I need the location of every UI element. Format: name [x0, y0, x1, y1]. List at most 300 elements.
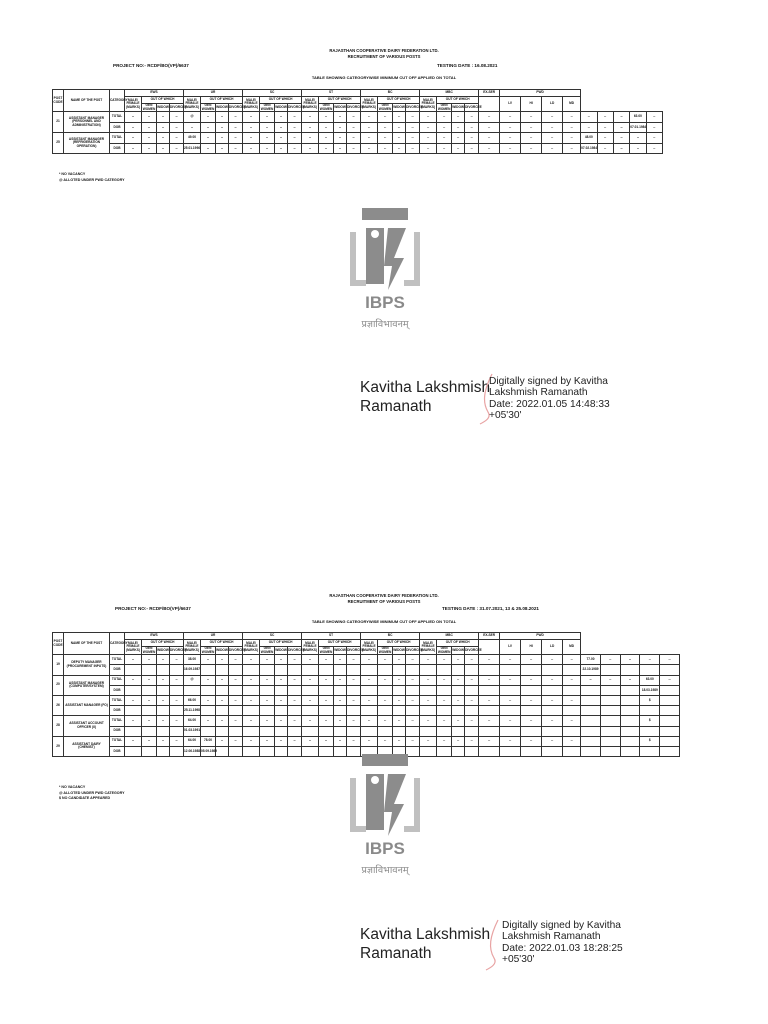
header-row-sub	[53, 97, 663, 104]
col-male-female: MALE/ FEMALE (MARKS)	[184, 97, 201, 112]
cutoff-cell: --	[597, 133, 613, 144]
signer-name: Kavitha Lakshmish Ramanath	[360, 926, 491, 962]
dob-cell	[500, 685, 521, 695]
cutoff-cell: --	[334, 133, 347, 144]
dob-cell	[170, 706, 184, 716]
cutoff-cell: --	[125, 695, 142, 705]
cutoff-cell: --	[243, 112, 260, 123]
dob-cell	[229, 706, 243, 716]
cutoff-cell: --	[479, 112, 500, 123]
col-male-female: MALE/ FEMALE (MARKS)	[243, 97, 260, 112]
doc2-project-no: PROJECT NO:- RCDF/BO(VP)/6637	[115, 606, 191, 611]
dob-label-cell: DOB	[110, 122, 125, 133]
cutoff-cell: --	[201, 695, 216, 705]
dob-cell	[465, 706, 479, 716]
doc2-testing-date: TESTING DATE : 31.07.2021, 13 & 25.08.2021	[442, 606, 539, 611]
cutoff-cell: --	[260, 695, 275, 705]
cutoff-cell: --	[437, 655, 452, 665]
dob-cell: --	[361, 122, 378, 133]
col-widow: WIDOW	[157, 104, 170, 112]
dob-cell	[288, 685, 302, 695]
dob-cell	[201, 726, 216, 736]
dob-cell	[170, 726, 184, 736]
cutoff-cell: --	[542, 736, 563, 746]
cutoff-cell: --	[361, 112, 378, 123]
cutoff-cell: --	[125, 675, 142, 685]
cutoff-cell: --	[465, 695, 479, 705]
cutoff-cell: --	[319, 716, 334, 726]
cutoff-cell: --	[406, 675, 420, 685]
cutoff-cell: --	[393, 655, 406, 665]
col-male-female: MALE/ FEMALE (MARKS)	[420, 97, 437, 112]
dob-cell	[361, 726, 378, 736]
col-widow: WIDOW	[216, 647, 229, 655]
cutoff-cell: --	[347, 133, 361, 144]
cutoff-cell: --	[361, 655, 378, 665]
dob-cell	[216, 665, 229, 675]
col-gen-women: GEN WOMEN	[142, 103, 156, 111]
dob-cell	[406, 706, 420, 716]
cutoff-cell: --	[479, 133, 500, 144]
dob-cell: --	[334, 122, 347, 133]
col-male-female: MALE/ FEMALE (MARKS)	[125, 640, 142, 655]
dob-cell: --	[243, 143, 260, 154]
total-label-cell: TOTAL	[110, 736, 125, 746]
col-out-of-which: OUT OF WHICH	[201, 97, 243, 104]
dob-cell: --	[597, 122, 613, 133]
dob-cell: --	[452, 122, 465, 133]
note-pwd: @ ALLOTED UNDER PWD CATEGORY	[59, 177, 125, 182]
post-code-cell: 26	[53, 695, 64, 715]
table-row-dob	[53, 665, 680, 675]
cutoff-cell: --	[420, 655, 437, 665]
cutoff-cell: --	[361, 736, 378, 746]
dob-cell	[563, 706, 581, 716]
col-group: BC	[361, 90, 420, 97]
cutoff-cell: --	[542, 112, 563, 123]
cutoff-cell	[660, 716, 680, 726]
dob-cell	[393, 706, 406, 716]
dob-cell	[620, 726, 640, 736]
dob-cell	[288, 726, 302, 736]
dob-label-cell: DOB	[110, 685, 125, 695]
dob-cell: --	[378, 143, 393, 154]
dob-cell: --	[229, 122, 243, 133]
signer-name: Kavitha Lakshmish Ramanath	[360, 379, 491, 415]
cutoff-cell: --	[393, 736, 406, 746]
col-divorcee: DIVORCEE	[229, 104, 243, 112]
col-gen-women: GEN WOMEN	[142, 646, 156, 654]
cutoff-cell: --	[142, 736, 157, 746]
cutoff-cell: --	[542, 133, 563, 144]
dob-cell	[521, 706, 542, 716]
dob-cell	[243, 726, 260, 736]
doc1-project-no: PROJECT NO:- RCDF/BO(VP)/6637	[113, 63, 189, 68]
dob-cell	[229, 665, 243, 675]
dob-cell: --	[500, 122, 521, 133]
dob-cell: --	[347, 122, 361, 133]
header-row-groups	[53, 633, 680, 640]
col-out-of-which: OUT OF WHICH	[437, 640, 479, 647]
cutoff-cell: --	[563, 112, 581, 123]
dob-cell	[302, 726, 319, 736]
dob-label-cell: DOB	[110, 706, 125, 716]
col-gen-women: GEN WOMEN	[378, 103, 392, 111]
col-divorcee: DIVORCEE	[170, 104, 184, 112]
dob-cell	[521, 746, 542, 756]
col-group: MBC	[420, 90, 479, 97]
cutoff-cell: --	[170, 655, 184, 665]
dob-cell: --	[260, 143, 275, 154]
doc1-table-title: TABLE SHOWING CATEGORYWISE MINIMUM CUT OFF APPLIED ON TOTAL	[311, 75, 457, 80]
cutoff-cell: --	[216, 695, 229, 705]
dob-cell	[581, 706, 601, 716]
col-widow: WIDOW	[452, 104, 465, 112]
dob-cell	[563, 746, 581, 756]
cutoff-cell: --	[378, 736, 393, 746]
dob-label-cell: DOB	[110, 746, 125, 756]
post-code-cell: 28	[53, 716, 64, 736]
cutoff-cell: --	[646, 112, 662, 123]
cutoff-cell: --	[479, 655, 500, 665]
col-out-of-which: OUT OF WHICH	[378, 640, 420, 647]
post-name-cell: ASSISTANT MANAGER (PERSONNEL AND ADMINISTRATION)	[64, 112, 110, 133]
col-gen-women: GEN WOMEN	[201, 103, 215, 111]
col-group-pwd: PWD	[500, 90, 581, 97]
col-divorcee: DIVORCEE	[347, 104, 361, 112]
cutoff-cell: --	[600, 675, 620, 685]
post-code-cell: 25	[53, 133, 64, 154]
dob-cell: --	[378, 122, 393, 133]
dob-cell	[500, 665, 521, 675]
col-pwd-sub: HI	[521, 640, 542, 655]
cutoff-cell: --	[542, 675, 563, 685]
cutoff-cell: --	[275, 695, 288, 705]
post-name-cell: DEPUTY MANAGER (PROCUREMENT INPUTS)	[64, 655, 110, 675]
total-label-cell: TOTAL	[110, 112, 125, 123]
cutoff-cell: --	[170, 716, 184, 726]
dob-cell	[243, 685, 260, 695]
cutoff-cell: --	[347, 695, 361, 705]
col-group: ST	[302, 90, 361, 97]
cutoff-cell: --	[542, 695, 563, 705]
dob-cell	[170, 746, 184, 756]
ibps-logo	[344, 204, 426, 334]
cutoff-cell: --	[620, 675, 640, 685]
cutoff-cell: --	[302, 133, 319, 144]
dob-cell: 05.09.1989	[201, 746, 216, 756]
dob-cell	[216, 685, 229, 695]
ibps-tagline: प्रज्ञाविभावनम्	[361, 319, 409, 330]
dob-cell	[437, 685, 452, 695]
cutoff-cell: 38.00	[184, 655, 201, 665]
cutoff-cell: --	[319, 112, 334, 123]
cutoff-cell: --	[334, 675, 347, 685]
dob-cell	[640, 726, 660, 736]
doc2-cutoff-table	[52, 632, 680, 757]
dob-cell	[157, 746, 170, 756]
dob-cell	[393, 665, 406, 675]
doc2-title: RECRUITMENT OF VARIOUS POSTS	[347, 599, 421, 604]
cutoff-cell: --	[437, 695, 452, 705]
cutoff-cell: --	[170, 133, 184, 144]
cutoff-cell: 77.00	[581, 655, 601, 665]
dob-cell	[600, 706, 620, 716]
dob-cell	[142, 706, 157, 716]
cutoff-cell	[581, 716, 601, 726]
col-male-female: MALE/ FEMALE (MARKS)	[125, 97, 142, 112]
cutoff-cell: --	[288, 675, 302, 685]
cutoff-cell: --	[361, 716, 378, 726]
dob-cell	[640, 746, 660, 756]
dob-cell: --	[125, 122, 142, 133]
dob-cell	[302, 665, 319, 675]
dob-cell: --	[347, 143, 361, 154]
cutoff-cell: --	[620, 655, 640, 665]
dob-cell	[479, 746, 500, 756]
cutoff-cell	[620, 736, 640, 746]
cutoff-cell: --	[393, 112, 406, 123]
cutoff-cell: --	[500, 655, 521, 665]
dob-cell	[437, 746, 452, 756]
cutoff-cell: --	[229, 716, 243, 726]
cutoff-cell: --	[288, 655, 302, 665]
col-gen-women: GEN WOMEN	[437, 103, 451, 111]
col-pwd-sub: MD	[563, 640, 581, 655]
cutoff-cell: --	[216, 133, 229, 144]
dob-cell	[378, 685, 393, 695]
dob-cell	[260, 706, 275, 716]
dob-cell	[378, 706, 393, 716]
col-male-female: MALE/ FEMALE (MARKS)	[302, 640, 319, 655]
dob-cell: --	[542, 143, 563, 154]
col-divorcee: DIVORCEE	[406, 104, 420, 112]
ibps-emblem-icon	[350, 208, 420, 290]
table-row	[53, 716, 680, 726]
dob-cell	[184, 685, 201, 695]
doc1-cutoff-table	[52, 89, 663, 154]
dob-cell	[437, 726, 452, 736]
dob-cell: --	[288, 122, 302, 133]
cutoff-cell: --	[465, 675, 479, 685]
cutoff-cell: --	[452, 655, 465, 665]
sig-tz: +05'30'	[489, 410, 522, 422]
dob-cell: --	[465, 143, 479, 154]
dob-cell	[660, 706, 680, 716]
col-group-exser: EX-SER	[479, 633, 500, 640]
dob-cell: --	[563, 143, 581, 154]
dob-cell: --	[521, 122, 542, 133]
sig-line: Digitally signed by Kavitha	[502, 920, 621, 931]
dob-cell	[660, 665, 680, 675]
cutoff-cell: --	[125, 716, 142, 726]
dob-cell	[620, 685, 640, 695]
cutoff-cell: --	[500, 716, 521, 726]
ibps-tagline: प्रज्ञाविभावनम्	[361, 865, 409, 876]
cutoff-cell: --	[260, 675, 275, 685]
dob-cell	[319, 685, 334, 695]
cutoff-cell: --	[420, 736, 437, 746]
cutoff-cell: --	[581, 675, 601, 685]
dob-cell: --	[334, 143, 347, 154]
dob-cell: --	[646, 122, 662, 133]
dob-cell: --	[479, 143, 500, 154]
dob-cell	[170, 685, 184, 695]
dob-cell	[157, 685, 170, 695]
col-exser-sub	[479, 640, 500, 655]
digital-signature-info	[502, 920, 623, 966]
cutoff-cell: 63.00	[640, 675, 660, 685]
dob-cell	[275, 726, 288, 736]
dob-cell	[334, 665, 347, 675]
cutoff-cell: --	[243, 716, 260, 726]
col-out-of-which: OUT OF WHICH	[437, 97, 479, 104]
cutoff-cell: --	[406, 655, 420, 665]
dob-cell	[347, 665, 361, 675]
dob-cell: 22.10.1989	[581, 665, 601, 675]
cutoff-cell: --	[275, 133, 288, 144]
col-widow: WIDOW	[393, 647, 406, 655]
cutoff-cell: --	[479, 736, 500, 746]
cutoff-cell: --	[500, 133, 521, 144]
cutoff-cell: --	[157, 655, 170, 665]
col-divorcee: DIVORCEE	[229, 647, 243, 655]
dob-cell: --	[216, 143, 229, 154]
cutoff-cell: --	[319, 655, 334, 665]
col-group: UR	[184, 90, 243, 97]
cutoff-cell: --	[260, 716, 275, 726]
dob-cell	[157, 726, 170, 736]
dob-cell	[275, 685, 288, 695]
dob-cell: --	[542, 122, 563, 133]
cutoff-cell: --	[393, 675, 406, 685]
table-row-dob	[53, 143, 663, 154]
cutoff-cell: --	[201, 716, 216, 726]
dob-cell	[347, 685, 361, 695]
cutoff-cell: --	[542, 655, 563, 665]
dob-cell: --	[170, 122, 184, 133]
dob-cell	[125, 746, 142, 756]
col-pwd-sub: LD	[542, 97, 563, 112]
cutoff-cell	[620, 716, 640, 726]
dob-cell	[275, 746, 288, 756]
post-code-cell: 20	[53, 675, 64, 695]
dob-cell	[216, 726, 229, 736]
table-row-dob	[53, 726, 680, 736]
dob-cell	[302, 706, 319, 716]
cutoff-cell: --	[437, 716, 452, 726]
dob-cell: --	[260, 122, 275, 133]
dob-cell	[125, 685, 142, 695]
cutoff-cell: --	[216, 736, 229, 746]
digital-signature-info	[489, 376, 610, 422]
dob-cell	[465, 685, 479, 695]
col-group: SC	[243, 90, 302, 97]
col-group-exser: EX-SER	[479, 90, 500, 97]
cutoff-cell: --	[420, 675, 437, 685]
dob-cell: --	[319, 143, 334, 154]
dob-cell: 07.01.1984	[630, 122, 646, 133]
dob-cell	[125, 726, 142, 736]
cutoff-cell: --	[260, 112, 275, 123]
dob-cell	[479, 726, 500, 736]
sig-tz: +05'30'	[502, 954, 535, 966]
dob-cell	[170, 665, 184, 675]
dob-cell: --	[437, 122, 452, 133]
dob-cell	[420, 726, 437, 736]
sig-line: Lakshmish Ramanath	[502, 931, 601, 943]
post-code-cell: 19	[53, 655, 64, 675]
cutoff-cell: --	[275, 112, 288, 123]
dob-cell	[393, 726, 406, 736]
dob-cell	[479, 706, 500, 716]
table-row	[53, 736, 680, 746]
dob-cell: 25.11.1998	[184, 706, 201, 716]
dob-cell	[275, 706, 288, 716]
cutoff-cell: --	[201, 675, 216, 685]
cutoff-cell	[600, 716, 620, 726]
dob-cell	[260, 746, 275, 756]
dob-cell: --	[563, 122, 581, 133]
dob-cell	[319, 726, 334, 736]
dob-cell: --	[157, 143, 170, 154]
dob-cell	[452, 706, 465, 716]
dob-cell: --	[393, 143, 406, 154]
cutoff-cell: --	[125, 133, 142, 144]
dob-cell: --	[521, 143, 542, 154]
cutoff-cell: --	[378, 655, 393, 665]
col-male-female: MALE/ FEMALE (MARKS)	[361, 640, 378, 655]
col-pwd-sub: LV	[500, 97, 521, 112]
cutoff-cell: --	[563, 736, 581, 746]
cutoff-cell: --	[229, 133, 243, 144]
dob-cell	[125, 706, 142, 716]
cutoff-cell: --	[437, 675, 452, 685]
dob-cell	[201, 665, 216, 675]
cutoff-cell: --	[361, 695, 378, 705]
cutoff-cell	[660, 695, 680, 705]
dob-cell: --	[216, 122, 229, 133]
cutoff-cell: @	[184, 112, 201, 123]
col-gen-women: GEN WOMEN	[437, 646, 451, 654]
col-post-code: POST CODE	[53, 90, 64, 112]
cutoff-cell: --	[170, 675, 184, 685]
dob-cell	[500, 746, 521, 756]
cutoff-cell: --	[288, 112, 302, 123]
post-name-cell: ASSISTANT MANAGER (FO)	[64, 695, 110, 715]
cutoff-cell: --	[420, 112, 437, 123]
cutoff-cell: --	[216, 655, 229, 665]
dob-cell	[420, 685, 437, 695]
dob-cell	[660, 746, 680, 756]
dob-cell	[361, 685, 378, 695]
cutoff-cell	[660, 736, 680, 746]
dob-cell	[620, 746, 640, 756]
cutoff-cell: --	[393, 716, 406, 726]
col-gen-women: GEN WOMEN	[260, 103, 274, 111]
dob-cell	[600, 665, 620, 675]
col-divorcee: DIVORCEE	[288, 647, 302, 655]
col-gen-women: GEN WOMEN	[201, 646, 215, 654]
col-widow: WIDOW	[216, 104, 229, 112]
cutoff-cell: 48.00	[581, 133, 597, 144]
dob-cell: --	[597, 143, 613, 154]
cutoff-cell: --	[260, 133, 275, 144]
dob-cell: --	[420, 143, 437, 154]
dob-cell	[500, 726, 521, 736]
dob-cell: --	[479, 122, 500, 133]
dob-cell	[542, 706, 563, 716]
